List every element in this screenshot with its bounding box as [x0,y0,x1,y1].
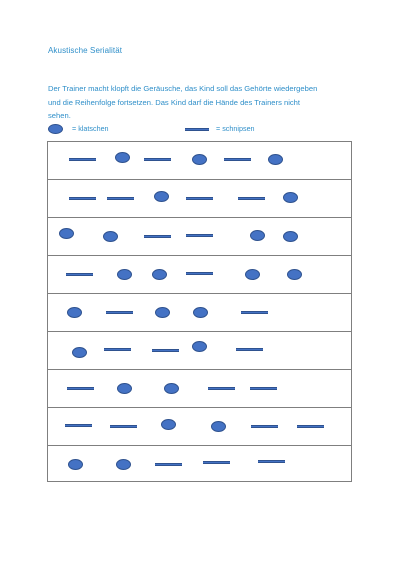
snap-symbol [251,425,278,428]
snap-symbol [65,424,92,427]
snap-symbol [238,197,265,200]
clap-symbol [115,152,130,163]
clap-symbol [154,191,169,202]
clap-symbol [192,341,207,352]
snap-symbol [236,348,263,351]
snap-symbol [107,197,134,200]
sequence-row [48,256,351,294]
clap-symbol [164,383,179,394]
sequence-row [48,142,351,180]
snap-symbol [203,461,230,464]
clap-symbol [67,307,82,318]
snap-symbol [224,158,251,161]
snap-symbol [152,349,179,352]
clap-symbol [155,307,170,318]
clap-symbol [245,269,260,280]
snap-symbol [297,425,324,428]
clap-icon [48,124,63,134]
clap-symbol [72,347,87,358]
instructions-line-1: Der Trainer macht klopft die Geräusche, das Kind soll das Gehörte wiedergeben [48,84,318,93]
snap-symbol [186,272,213,275]
snap-symbol [186,234,213,237]
sequence-row [48,294,351,332]
clap-symbol [103,231,118,242]
snap-symbol [67,387,94,390]
sequence-row [48,446,351,483]
snap-symbol [155,463,182,466]
sequence-row [48,370,351,408]
legend-clap-label: = klatschen [72,124,109,133]
clap-symbol [117,269,132,280]
sequence-row [48,332,351,370]
clap-symbol [268,154,283,165]
legend-snap-label: = schnipsen [216,124,255,133]
clap-symbol [161,419,176,430]
snap-symbol [241,311,268,314]
clap-symbol [59,228,74,239]
snap-symbol [186,197,213,200]
instructions-line-3: sehen. [48,111,71,120]
sequence-table [47,141,352,482]
snap-symbol [208,387,235,390]
snap-symbol [106,311,133,314]
snap-symbol [144,158,171,161]
sequence-row [48,408,351,446]
clap-symbol [283,231,298,242]
clap-symbol [68,459,83,470]
snap-symbol [104,348,131,351]
instructions [48,82,368,123]
clap-symbol [152,269,167,280]
sequence-row [48,218,351,256]
snap-symbol [66,273,93,276]
snap-symbol [69,197,96,200]
clap-symbol [287,269,302,280]
sequence-row [48,180,351,218]
clap-symbol [283,192,298,203]
snap-symbol [110,425,137,428]
instructions-line-2: und die Reihenfolge fortsetzen. Das Kind darf die Hände des Trainers nicht [48,97,301,107]
snap-symbol [258,460,285,463]
clap-symbol [250,230,265,241]
snap-icon [185,128,209,131]
snap-symbol [250,387,277,390]
clap-symbol [193,307,208,318]
snap-symbol [144,235,171,238]
page-title: Akustische Serialität [48,46,123,55]
snap-symbol [69,158,96,161]
clap-symbol [211,421,226,432]
clap-symbol [117,383,132,394]
clap-symbol [116,459,131,470]
clap-symbol [192,154,207,165]
legend [48,123,348,135]
